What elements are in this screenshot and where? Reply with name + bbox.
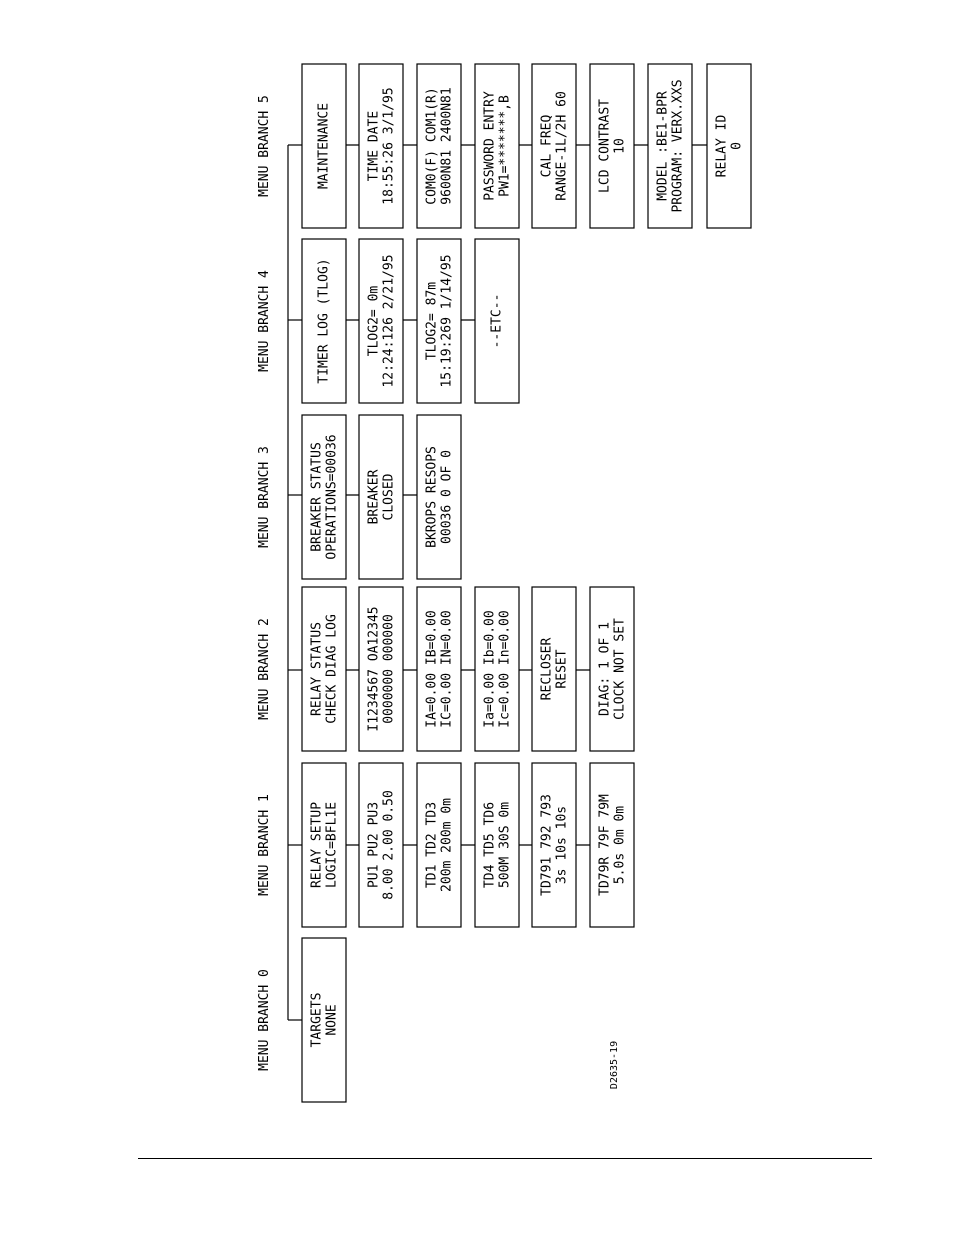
screen-line: LCD CONTRAST <box>597 99 613 193</box>
menu-screen <box>590 64 634 228</box>
menu-screen <box>302 415 346 579</box>
screen-line: CHECK DIAG LOG <box>324 614 340 724</box>
screen-line: IA=0.00 IB=0.00 <box>424 610 440 728</box>
screen-line: CAL FREQ <box>539 114 555 178</box>
menu-screen <box>532 587 576 751</box>
menu-screen <box>532 64 576 228</box>
branch-label: MENU BRANCH 2 <box>257 618 272 720</box>
screen-line: 00036 0 OF 0 <box>439 450 455 544</box>
screen-line: RELAY SETUP <box>309 801 325 889</box>
screen-line: RANGE-1L/2H 60 <box>554 91 570 201</box>
screen-line: TIME DATE <box>366 110 382 182</box>
screen-line: LOGIC=BFL1E <box>324 801 340 889</box>
menu-screen <box>302 587 346 751</box>
menu-screen <box>532 763 576 927</box>
menu-screen <box>359 587 403 751</box>
footer-rule <box>138 1158 872 1159</box>
screen-line: 12:24:126 2/21/95 <box>381 254 397 388</box>
screen-line: PU1 PU2 PU3 <box>366 801 382 889</box>
screen-line: 9600N81 2400N81 <box>439 87 455 205</box>
menu-screen <box>302 763 346 927</box>
menu-screen <box>302 239 346 403</box>
screen-line: RELAY ID <box>714 114 730 178</box>
screen-line: 10 <box>612 138 628 154</box>
screen-line: TD79R 79F 79M <box>597 794 613 896</box>
screen-line: CLOSED <box>381 473 397 521</box>
menu-screen <box>417 763 461 927</box>
screen-line: Ia=0.00 Ib=0.00 <box>482 610 498 728</box>
branch-label: MENU BRANCH 3 <box>257 446 272 548</box>
figure-id: D2635-19 <box>609 1040 620 1090</box>
menu-screen <box>417 587 461 751</box>
screen-line: BKROPS RESOPS <box>424 446 440 548</box>
screen-line: BREAKER STATUS <box>309 442 325 552</box>
screen-line: RECLOSER <box>539 637 555 701</box>
screen-line: TARGETS <box>309 992 325 1048</box>
screen-line: PASSWORD ENTRY <box>482 91 498 201</box>
menu-screen <box>417 64 461 228</box>
menu-screen <box>707 64 751 228</box>
screen-line: RESET <box>554 649 570 689</box>
branch-label: MENU BRANCH 0 <box>257 969 272 1071</box>
screen-line: OPERATIONS=00036 <box>324 434 340 560</box>
screen-line: 3s 10s 10s <box>554 805 570 885</box>
screen-line: COM0(F) COM1(R) <box>424 87 440 205</box>
menu-screen <box>648 64 692 228</box>
screen-line: RELAY STATUS <box>309 622 325 716</box>
screen-line: IC=0.00 IN=0.00 <box>439 610 455 728</box>
screen-line: PW1=*******,B <box>497 95 513 197</box>
screen-line: --ETC-- <box>489 293 505 349</box>
screen-line: 0 <box>729 142 745 150</box>
screen-line: I1234567 OA12345 <box>366 606 382 732</box>
screen-line: TIMER LOG (TLOG) <box>316 258 332 384</box>
screen-line: PROGRAM: VERX.XXS <box>670 79 686 213</box>
menu-screen <box>359 239 403 403</box>
menu-screen <box>475 64 519 228</box>
menu-screen <box>417 415 461 579</box>
screen-line: MODEL :BE1-BPR <box>655 91 671 201</box>
menu-screen <box>302 64 346 228</box>
screen-line: NONE <box>324 1004 340 1036</box>
screen-line: 8.00 2.00 0.50 <box>381 790 397 900</box>
branch-label: MENU BRANCH 1 <box>257 794 272 896</box>
menu-screen <box>417 239 461 403</box>
screen-line: MAINTENANCE <box>316 102 332 190</box>
branch-labels <box>257 95 272 1071</box>
screen-line: 15:19:269 1/14/95 <box>439 254 455 388</box>
menu-screen <box>590 763 634 927</box>
menu-screen <box>590 587 634 751</box>
branch-label: MENU BRANCH 4 <box>257 270 272 372</box>
menu-screen <box>302 938 346 1102</box>
screen-line: 200m 200m 0m <box>439 798 455 892</box>
screen-line: 500M 30S 0m <box>497 801 513 889</box>
menu-screen <box>475 763 519 927</box>
branch-label: MENU BRANCH 5 <box>257 95 272 197</box>
screen-line: TD4 TD5 TD6 <box>482 801 498 889</box>
screen-line: TLOG2= 0m <box>366 285 382 357</box>
screen-line: 5.0s 0m 0m <box>612 805 628 885</box>
screen-line: TD1 TD2 TD3 <box>424 801 440 889</box>
menu-screen <box>359 415 403 579</box>
menu-screen <box>475 587 519 751</box>
screen-line: TLOG2= 87m <box>424 281 440 361</box>
screen-line: 18:55:26 3/1/95 <box>381 87 397 205</box>
screen-line: CLOCK NOT SET <box>612 618 628 720</box>
screen-line: 0000000 000000 <box>381 614 397 724</box>
screen-line: Ic=0.00 In=0.00 <box>497 610 513 728</box>
menu-screen <box>475 239 519 403</box>
menu-screen <box>359 763 403 927</box>
screen-line: TD791 792 793 <box>539 794 555 896</box>
menu-screen <box>359 64 403 228</box>
screen-line: BREAKER <box>366 469 382 525</box>
menu-screens <box>302 64 751 1102</box>
screen-line: DIAG: 1 OF 1 <box>597 622 613 716</box>
